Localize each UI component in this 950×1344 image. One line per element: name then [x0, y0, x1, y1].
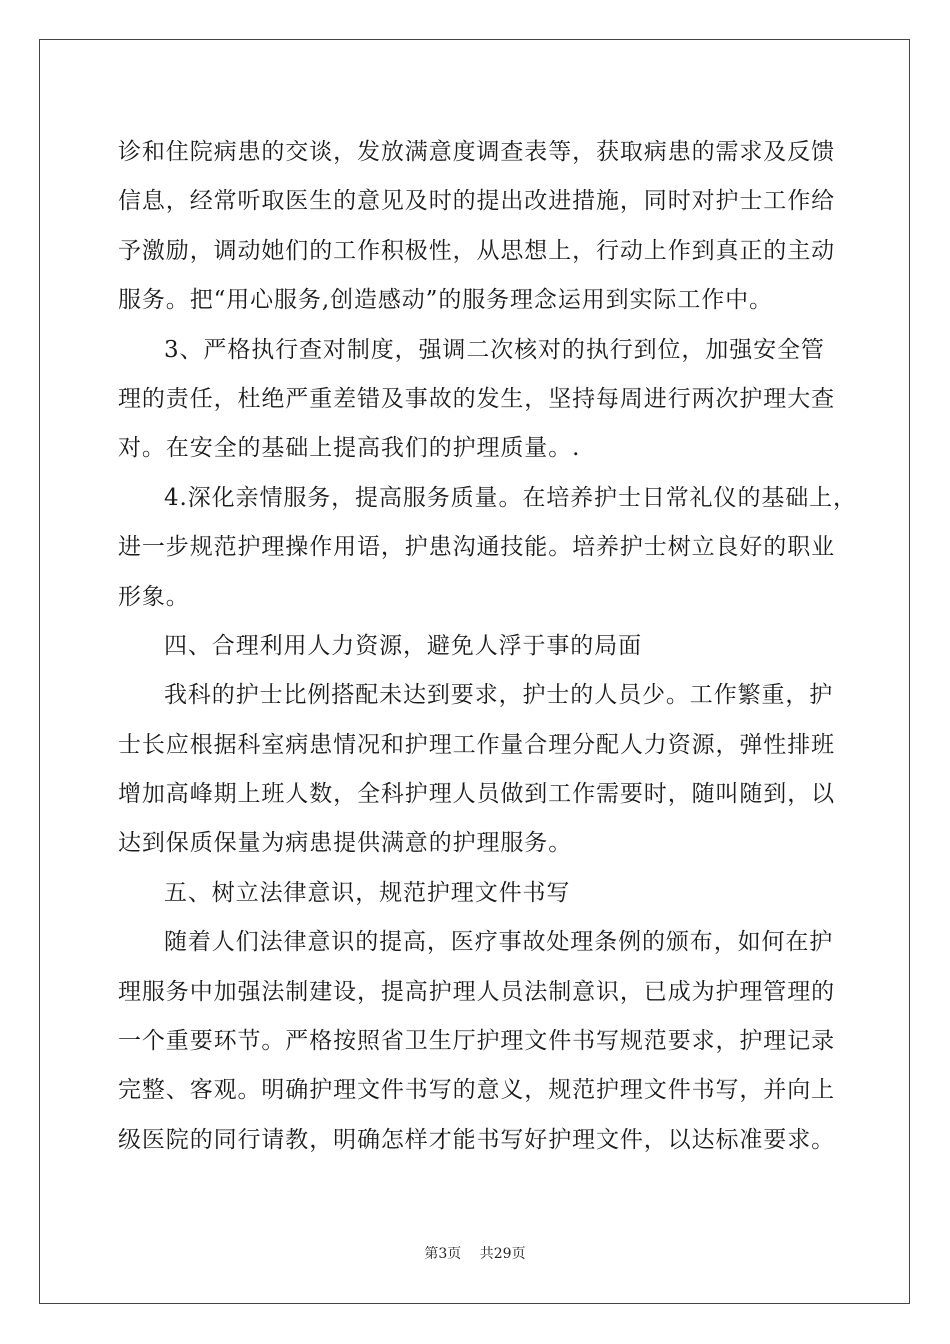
text-line: 服务。把“用心服务,创造感动”的服务理念运用到实际工作中。	[118, 287, 773, 314]
section-heading: 五、树立法律意识，规范护理文件书写	[164, 879, 571, 906]
page-footer	[0, 1243, 950, 1263]
page-number: 第3页	[424, 1246, 462, 1262]
text-line: 增加高峰期上班人数，全科护理人员做到工作需要时，随叫随到，以	[118, 781, 835, 808]
text-line: 士长应根据科室病患情况和护理工作量合理分配人力资源，弹性排班	[118, 731, 835, 758]
paragraph-start-line: 4.深化亲情服务，提高服务质量。在培养护士日常礼仪的基础上，	[164, 484, 857, 511]
paragraph-start-line: 随着人们法律意识的提高，医疗事故处理条例的颁布，如何在护	[164, 929, 834, 956]
text-line: 予激励，调动她们的工作积极性，从思想上，行动上作到真正的主动	[118, 237, 835, 264]
text-line: 诊和住院病患的交谈，发放满意度调查表等，获取病患的需求及反馈	[118, 139, 835, 165]
paragraph-start-line: 3、严格执行查对制度，强调二次核对的执行到位，加强安全管	[164, 336, 825, 363]
text-line: 形象。	[118, 583, 190, 610]
text-line: 一个重要环节。严格按照省卫生厅护理文件书写规范要求，护理记录	[118, 1028, 835, 1055]
total-pages: 共29页	[479, 1246, 526, 1262]
text-line: 达到保质保量为病患提供满意的护理服务。	[118, 830, 573, 857]
section-heading: 四、合理利用人力资源，避免人浮于事的局面	[164, 632, 642, 659]
text-line: 进一步规范护理操作用语，护患沟通技能。培养护士树立良好的职业	[118, 534, 835, 561]
document-body	[118, 128, 857, 1165]
text-line: 理服务中加强法制建设，提高护理人员法制意识，已成为护理管理的	[118, 978, 835, 1005]
text-line: 理的责任，杜绝严重差错及事故的发生，坚持每周进行两次护理大查	[118, 385, 835, 412]
text-line: 信息，经常听取医生的意见及时的提出改进措施，同时对护士工作给	[118, 188, 835, 215]
text-line: 完整、客观。明确护理文件书写的意义，规范护理文件书写，并向上	[118, 1077, 835, 1104]
text-line: 对。在安全的基础上提高我们的护理质量。.	[118, 435, 581, 462]
text-line: 级医院的同行请教，明确怎样才能书写好护理文件，以达标准要求。	[118, 1126, 835, 1153]
paragraph-start-line: 我科的护士比例搭配未达到要求，护士的人员少。工作繁重，护	[164, 682, 834, 709]
